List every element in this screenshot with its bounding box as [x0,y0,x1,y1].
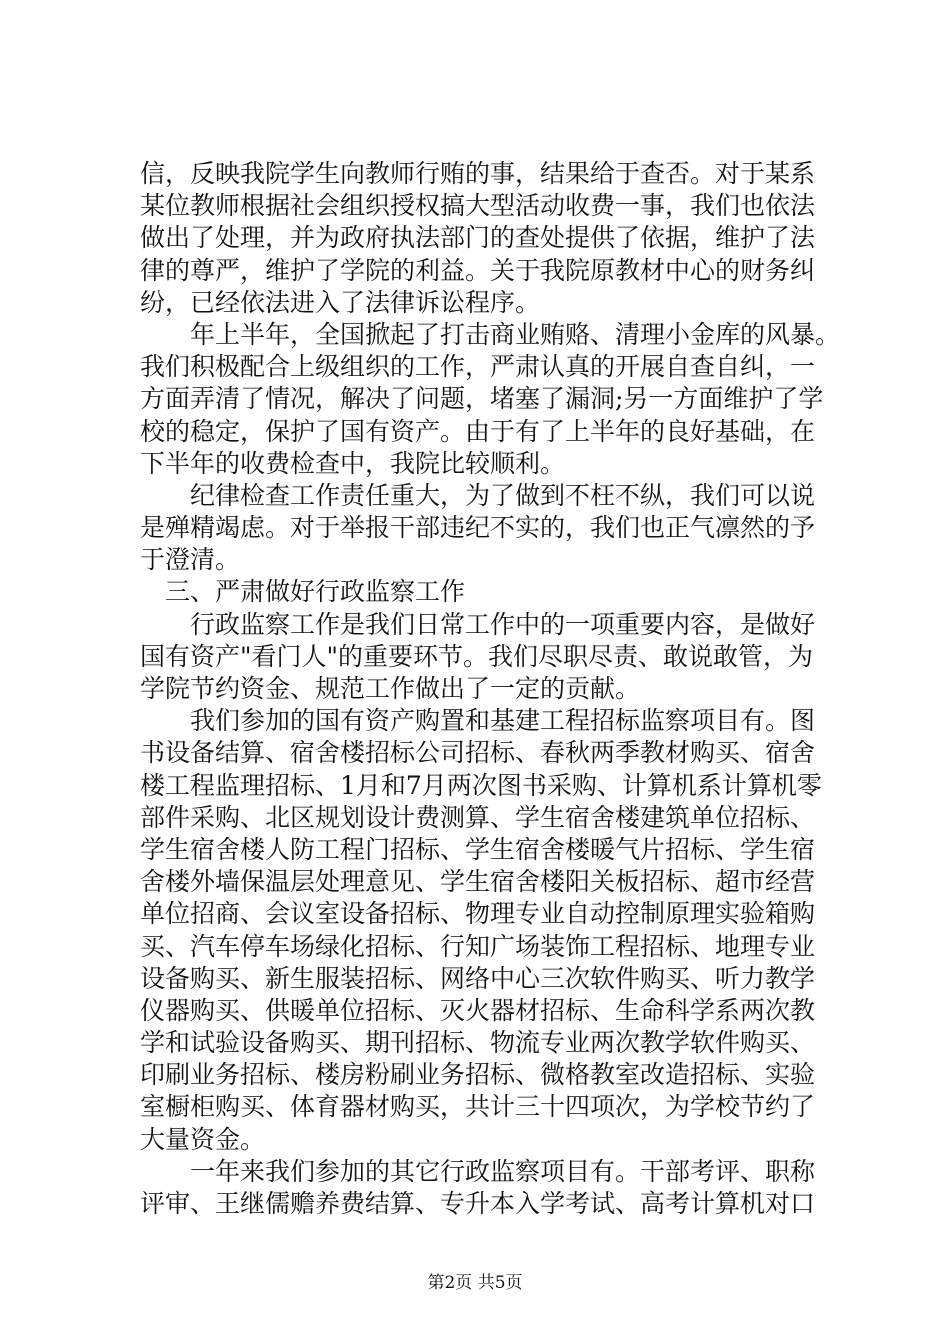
paragraph-line: 年上半年，全国掀起了打击商业贿赂、清理小金库的风暴。 [190,319,841,349]
paragraph-line: 部件采购、北区规划设计费测算、学生宿舍楼建筑单位招标、 [140,802,816,832]
paragraph-line: 是殚精竭虑。对于举报干部违纪不实的，我们也正气凛然的予 [140,513,816,543]
paragraph-line: 行政监察工作是我们日常工作中的一项重要内容，是做好 [190,609,816,639]
paragraph-line: 买、汽车停车场绿化招标、行知广场装饰工程招标、地理专业 [140,931,816,961]
paragraph-line: 纷，已经依法进入了法律诉讼程序。 [140,287,541,317]
paragraph-line: 我们积极配合上级组织的工作，严肃认真的开展自查自纠，一 [140,352,816,382]
paragraph-line: 楼工程监理招标、1月和7月两次图书采购、计算机系计算机零 [140,770,822,800]
paragraph-line: 学院节约资金、规范工作做出了一定的贡献。 [140,674,641,703]
paragraph-line: 室橱柜购买、体育器材购买，共计三十四项次，为学校节约了 [140,1092,816,1122]
paragraph-line: 做出了处理，并为政府执法部门的查处提供了依据，维护了法 [140,223,816,253]
paragraph-line: 国有资产"看门人"的重要环节。我们尽职尽责、敢说敢管，为 [140,641,814,671]
paragraph-line: 一年来我们参加的其它行政监察项目有。干部考评、职称 [190,1156,816,1186]
document-body [140,158,840,1220]
paragraph-line: 仪器购买、供暖单位招标、灭火器材招标、生命科学系两次教 [140,995,816,1025]
paragraph-line: 纪律检查工作责任重大，为了做到不枉不纵，我们可以说 [190,480,816,510]
paragraph-line: 于澄清。 [140,545,241,575]
paragraph-line: 校的稳定，保护了国有资产。由于有了上半年的良好基础，在 [140,416,816,446]
paragraph-line: 书设备结算、宿舍楼招标公司招标、春秋两季教材购买、宿舍 [140,738,816,768]
paragraph-line: 某位教师根据社会组织授权搞大型活动收费一事，我们也依法 [140,191,816,221]
paragraph-line: 舍楼外墙保温层处理意见、学生宿舍楼阳关板招标、超市经营 [140,867,816,897]
paragraph-line: 我们参加的国有资产购置和基建工程招标监察项目有。图 [190,706,816,736]
paragraph-line: 单位招商、会议室设备招标、物理专业自动控制原理实验箱购 [140,899,816,929]
paragraph-line: 评审、王继儒赡养费结算、专升本入学考试、高考计算机对口 [140,1189,816,1218]
paragraph-line: 学生宿舍楼人防工程门招标、学生宿舍楼暖气片招标、学生宿 [140,834,816,864]
paragraph-line: 大量资金。 [140,1124,266,1154]
paragraph-line: 信，反映我院学生向教师行贿的事，结果给于查否。对于某系 [140,159,816,188]
paragraph-line: 下半年的收费检查中，我院比较顺利。 [140,448,566,478]
paragraph-line: 学和试验设备购买、期刊招标、物流专业两次教学软件购买、 [140,1028,816,1058]
paragraph-line: 设备购买、新生服装招标、网络中心三次软件购买、听力教学 [140,963,816,993]
paragraph-line: 印刷业务招标、楼房粉刷业务招标、微格教室改造招标、实验 [140,1060,816,1090]
paragraph-line: 方面弄清了情况，解决了问题，堵塞了漏洞;另一方面维护了学 [140,384,824,414]
paragraph-line: 律的尊严，维护了学院的利益。关于我院原教材中心的财务纠 [140,255,816,285]
page-number-footer: 第2页 共5页 [427,1273,523,1293]
section-heading: 三、严肃做好行政监察工作 [165,577,466,607]
